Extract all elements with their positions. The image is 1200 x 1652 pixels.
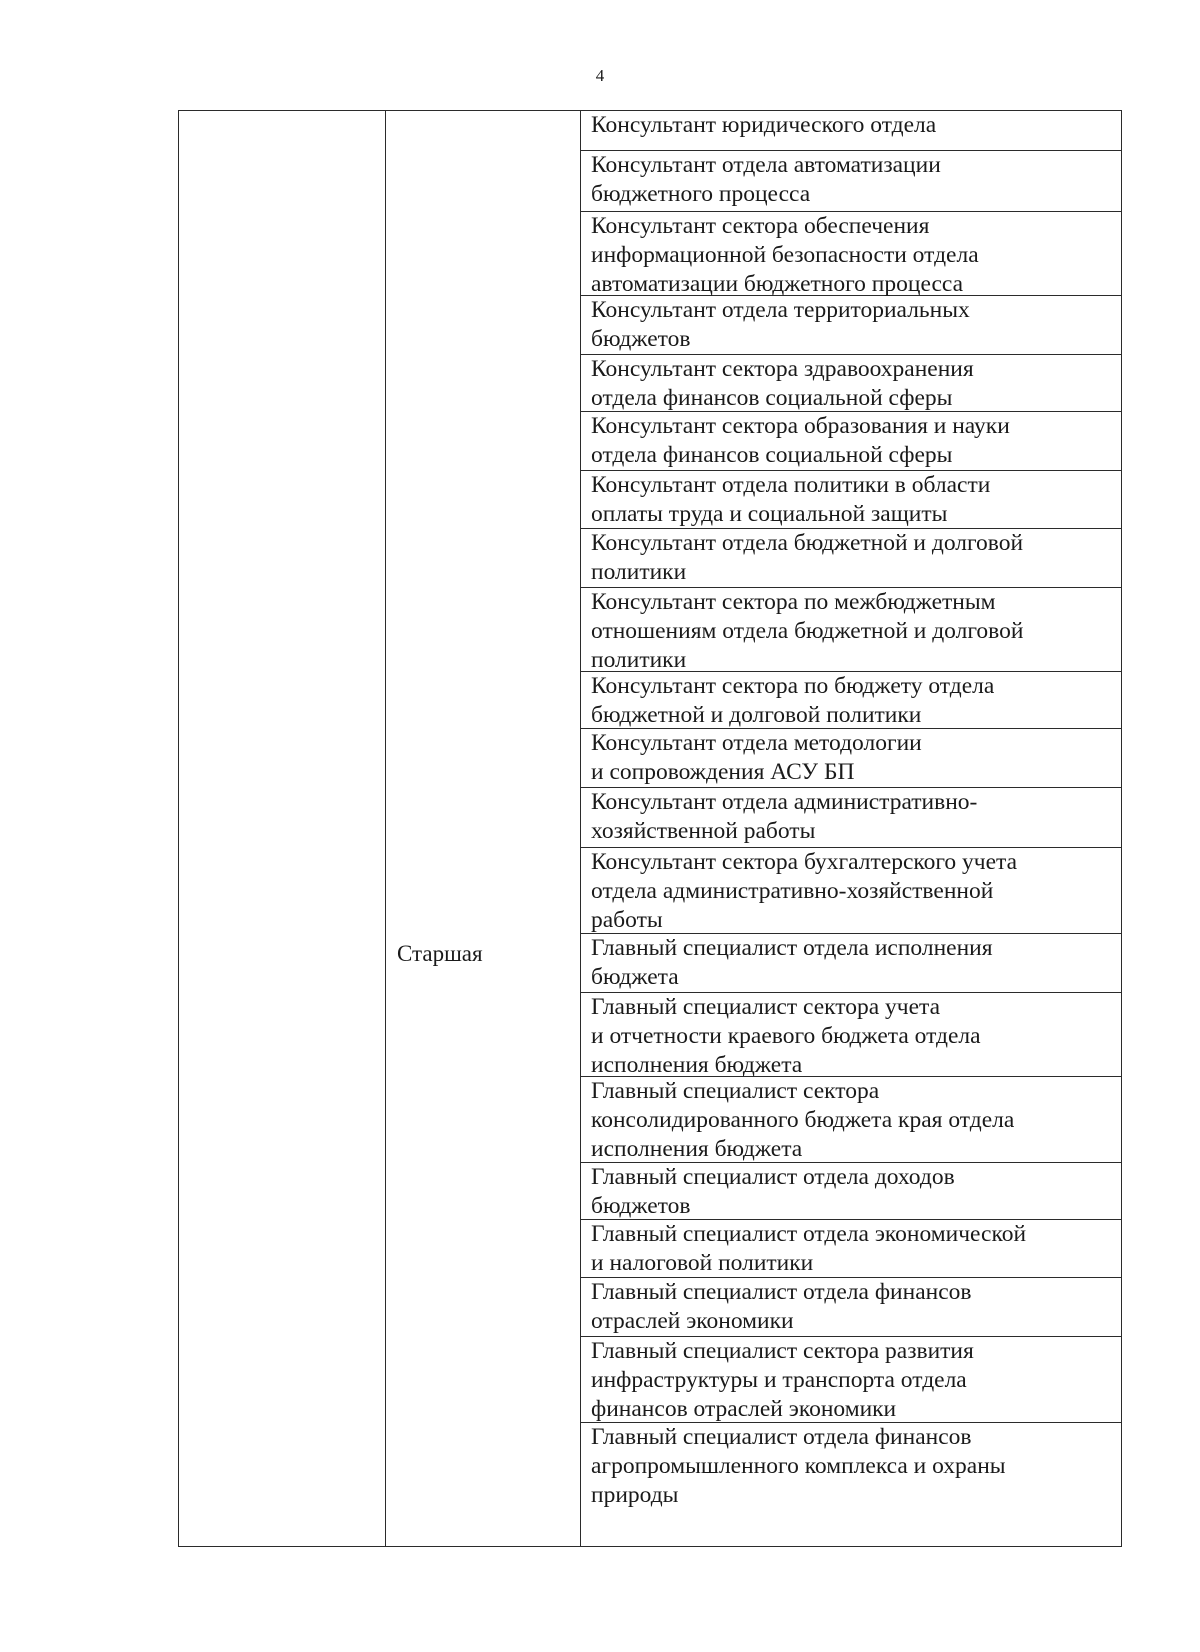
position-line: автоматизации бюджетного процесса bbox=[591, 271, 964, 297]
position-line: информационной безопасности отдела bbox=[591, 242, 979, 268]
position-line: Главный специалист отдела финансов bbox=[591, 1424, 972, 1450]
position-line: Консультант сектора по межбюджетным bbox=[591, 589, 996, 615]
position-line: Консультант сектора по бюджету отдела bbox=[591, 673, 995, 699]
position-line: и налоговой политики bbox=[591, 1250, 814, 1276]
position-line: консолидированного бюджета края отдела bbox=[591, 1107, 1015, 1133]
position-cell bbox=[581, 111, 1121, 151]
position-cell bbox=[581, 1220, 1121, 1278]
page-number: 4 bbox=[595, 66, 605, 85]
position-cell bbox=[581, 788, 1121, 848]
position-line: Консультант сектора бухгалтерского учета bbox=[591, 849, 1018, 875]
position-cell bbox=[581, 1163, 1121, 1220]
position-line: и сопровождения АСУ БП bbox=[591, 759, 855, 785]
position-line: Консультант сектора образования и науки bbox=[591, 413, 1010, 439]
position-line: политики bbox=[591, 647, 687, 673]
position-cell bbox=[581, 1337, 1121, 1423]
position-line: Главный специалист сектора учета bbox=[591, 994, 941, 1020]
position-line: Главный специалист отдела исполнения bbox=[591, 935, 993, 961]
position-cell bbox=[581, 993, 1121, 1077]
position-line: Консультант отдела территориальных bbox=[591, 297, 970, 323]
position-line: Консультант отдела административно- bbox=[591, 789, 978, 815]
position-line: работы bbox=[591, 907, 663, 933]
position-line: хозяйственной работы bbox=[591, 818, 816, 844]
position-cell bbox=[581, 729, 1121, 788]
position-line: бюджетной и долговой политики bbox=[591, 702, 922, 728]
position-line: Главный специалист отдела экономической bbox=[591, 1221, 1027, 1247]
position-cell bbox=[581, 1423, 1121, 1547]
position-line: отношениям отдела бюджетной и долговой bbox=[591, 618, 1024, 644]
position-cell bbox=[581, 672, 1121, 729]
position-cell bbox=[581, 529, 1121, 588]
position-line: исполнения бюджета bbox=[591, 1136, 803, 1162]
position-line: Консультант отдела методологии bbox=[591, 730, 922, 756]
position-line: Консультант отдела политики в области bbox=[591, 472, 991, 498]
position-line: отдела административно-хозяйственной bbox=[591, 878, 994, 904]
column-divider-1 bbox=[385, 111, 386, 1546]
position-line: инфраструктуры и транспорта отдела bbox=[591, 1367, 967, 1393]
position-cell bbox=[581, 848, 1121, 934]
position-line: и отчетности краевого бюджета отдела bbox=[591, 1023, 981, 1049]
position-line: природы bbox=[591, 1482, 679, 1508]
group-category-label: Старшая bbox=[397, 941, 483, 966]
position-line: бюджетов bbox=[591, 1193, 691, 1219]
positions-table bbox=[178, 110, 1122, 1547]
position-cell bbox=[581, 471, 1121, 529]
position-line: отраслей экономики bbox=[591, 1308, 794, 1334]
position-line: Главный специалист сектора bbox=[591, 1078, 880, 1104]
position-cell bbox=[581, 412, 1121, 471]
position-line: финансов отраслей экономики bbox=[591, 1396, 897, 1422]
position-line: Главный специалист отдела доходов bbox=[591, 1164, 955, 1190]
position-line: исполнения бюджета bbox=[591, 1052, 803, 1078]
position-cell bbox=[581, 151, 1121, 212]
position-line: Консультант отдела бюджетной и долговой bbox=[591, 530, 1024, 556]
position-line: Главный специалист сектора развития bbox=[591, 1338, 974, 1364]
position-line: агропромышленного комплекса и охраны bbox=[591, 1453, 1006, 1479]
position-line: бюджетов bbox=[591, 326, 691, 352]
position-line: бюджетного процесса bbox=[591, 181, 811, 207]
position-line: Консультант отдела автоматизации bbox=[591, 152, 941, 178]
position-cell bbox=[581, 934, 1121, 993]
position-line: оплаты труда и социальной защиты bbox=[591, 501, 948, 527]
position-column bbox=[581, 111, 1121, 1546]
position-line: Главный специалист отдела финансов bbox=[591, 1279, 972, 1305]
position-line: Консультант сектора здравоохранения bbox=[591, 356, 974, 382]
position-line: Консультант сектора обеспечения bbox=[591, 213, 930, 239]
position-cell bbox=[581, 1278, 1121, 1337]
position-line: политики bbox=[591, 559, 687, 585]
position-cell bbox=[581, 355, 1121, 412]
position-line: бюджета bbox=[591, 964, 679, 990]
position-line: отдела финансов социальной сферы bbox=[591, 442, 953, 468]
position-line: отдела финансов социальной сферы bbox=[591, 385, 953, 411]
position-cell bbox=[581, 588, 1121, 672]
position-line: Консультант юридического отдела bbox=[591, 112, 937, 138]
position-cell bbox=[581, 1077, 1121, 1163]
position-cell bbox=[581, 212, 1121, 296]
position-cell bbox=[581, 296, 1121, 355]
